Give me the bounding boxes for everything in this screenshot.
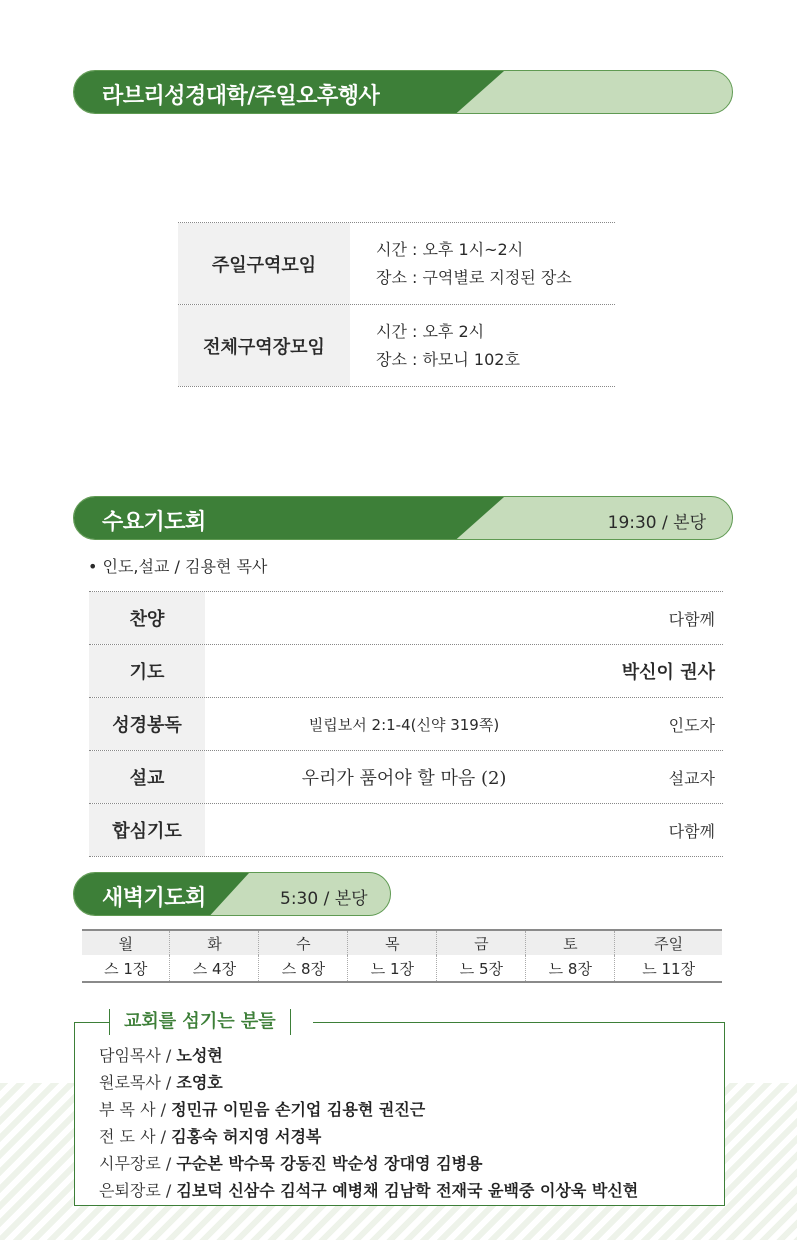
table-row — [178, 223, 615, 305]
row-end: 설교자 — [668, 768, 715, 788]
row-label: 주일구역모임 — [178, 223, 350, 304]
servant-role: 원로목사 / — [99, 1073, 177, 1092]
row-label: 찬양 — [89, 592, 205, 644]
row-middle — [205, 592, 603, 644]
day-header: 금 — [437, 930, 526, 955]
day-header: 토 — [526, 930, 615, 955]
wednesday-section-title: 수요기도회 — [102, 510, 206, 535]
wednesday-table — [89, 591, 723, 857]
dawn-section-header — [73, 872, 391, 916]
dawn-section-title: 새벽기도회 — [102, 886, 206, 911]
sunday-section-title: 라브리성경대학/주일오후행사 — [102, 84, 380, 109]
list-item — [99, 1150, 638, 1177]
wednesday-leader-note: • 인도,설교 / 김용현 목사 — [88, 557, 268, 576]
wednesday-section-header — [73, 496, 733, 540]
day-header: 월 — [82, 930, 170, 955]
row-label: 설교 — [89, 751, 205, 803]
wednesday-time-place: 19:30 / 본당 — [607, 513, 706, 533]
servant-role: 전 도 사 / — [99, 1127, 172, 1146]
row-label: 전체구역장모임 — [178, 305, 350, 386]
row-end: 다함께 — [668, 821, 715, 841]
table-row — [89, 751, 723, 804]
reading-cell: 스 8장 — [259, 955, 348, 982]
servant-role: 부 목 사 / — [99, 1100, 172, 1119]
dawn-schedule-table — [82, 929, 722, 983]
table-header-row — [82, 930, 722, 955]
row-label: 합심기도 — [89, 804, 205, 856]
row-middle: 우리가 품어야 할 마음 (2) — [301, 768, 507, 789]
row-end: 박신이 권사 — [621, 662, 715, 683]
row-time: 시간 : 오후 1시~2시 — [376, 239, 524, 259]
row-middle — [205, 645, 603, 697]
table-row — [178, 305, 615, 387]
table-row — [89, 698, 723, 751]
row-middle — [205, 804, 603, 856]
reading-cell: 느 11장 — [615, 955, 722, 982]
servant-names: 김홍숙 허지영 서경복 — [171, 1127, 322, 1146]
reading-cell: 스 4장 — [170, 955, 259, 982]
servants-heading: 교회를 섬기는 분들 — [109, 1009, 291, 1035]
day-header: 목 — [348, 930, 437, 955]
table-row — [89, 804, 723, 857]
servants-box — [74, 1011, 725, 1206]
list-item — [99, 1177, 638, 1204]
reading-cell: 느 8장 — [526, 955, 615, 982]
list-item — [99, 1069, 638, 1096]
row-end: 인도자 — [668, 715, 715, 735]
day-header: 화 — [170, 930, 259, 955]
row-label: 기도 — [89, 645, 205, 697]
servants-list — [99, 1042, 638, 1204]
servant-names: 김보덕 신삼수 김석구 예병채 김남학 전재국 윤백중 이상욱 박신현 — [176, 1181, 639, 1200]
servant-role: 시무장로 / — [99, 1154, 177, 1173]
row-place: 장소 : 구역별로 지정된 장소 — [376, 267, 572, 287]
servant-names: 노성현 — [176, 1046, 223, 1065]
row-middle: 빌립보서 2:1-4(신약 319쪽) — [308, 715, 500, 734]
list-item — [99, 1096, 638, 1123]
sunday-table — [178, 222, 615, 387]
table-row — [89, 592, 723, 645]
sunday-section-header — [73, 70, 733, 114]
reading-cell: 스 1장 — [82, 955, 170, 982]
servant-names: 조영호 — [176, 1073, 223, 1092]
row-end: 다함께 — [668, 609, 715, 629]
day-header: 수 — [259, 930, 348, 955]
reading-cell: 느 5장 — [437, 955, 526, 982]
list-item — [99, 1123, 638, 1150]
row-label: 성경봉독 — [89, 698, 205, 750]
servant-role: 담임목사 / — [99, 1046, 177, 1065]
row-place: 장소 : 하모니 102호 — [376, 349, 520, 369]
row-time: 시간 : 오후 2시 — [376, 321, 485, 341]
reading-cell: 느 1장 — [348, 955, 437, 982]
table-row — [89, 645, 723, 698]
servant-names: 구순본 박수묵 강동진 박순성 장대영 김병용 — [176, 1154, 483, 1173]
servant-names: 정민규 이믿음 손기업 김용현 권진근 — [171, 1100, 426, 1119]
dawn-time-place: 5:30 / 본당 — [280, 889, 368, 909]
day-header: 주일 — [615, 930, 722, 955]
list-item — [99, 1042, 638, 1069]
servant-role: 은퇴장로 / — [99, 1181, 177, 1200]
table-row — [82, 955, 722, 982]
